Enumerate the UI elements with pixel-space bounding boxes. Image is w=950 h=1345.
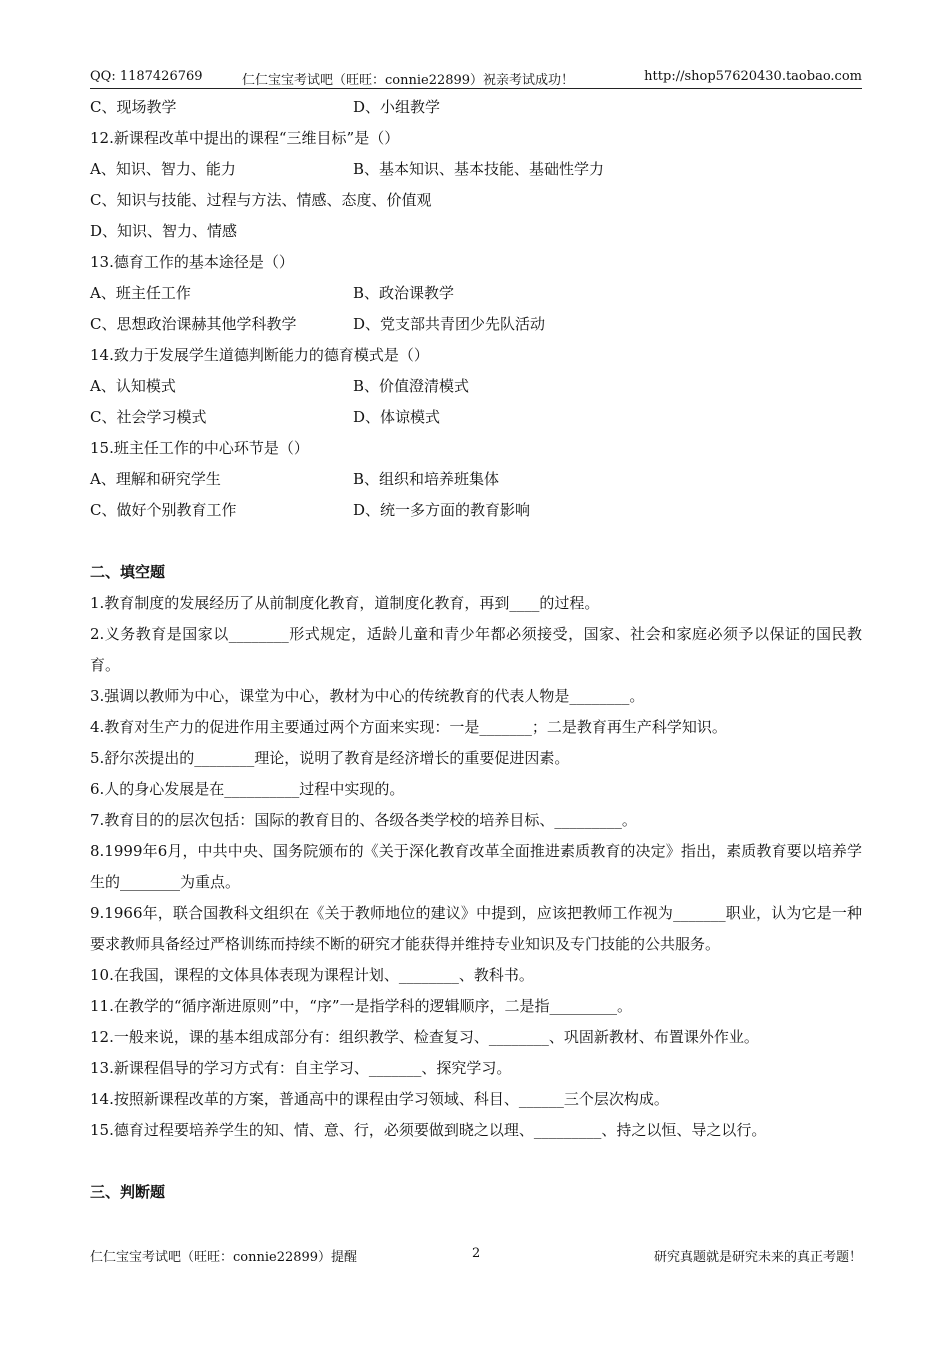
option-a: A、认知模式 bbox=[90, 377, 176, 395]
option-b: B、基本知识、基本技能、基础性学力 bbox=[353, 160, 605, 178]
fill-question-9: 9.1966年，联合国教科文组织在《关于教师地位的建议》中提到，应该把教师工作视为_______职业，认为它是一种要求教师具备经过严格训练而持续不断的研究才能获得并维持专业知识及专门技能的公共服务。 bbox=[90, 904, 862, 953]
fill-question-2: 2.义务教育是国家以________形式规定，适龄儿童和青少年都必须接受，国家、社会和家庭必须予以保证的国民教育。 bbox=[90, 625, 862, 674]
section-title-true-false: 三、判断题 bbox=[90, 1183, 166, 1201]
question-stem: 13.德育工作的基本途径是（） bbox=[90, 253, 294, 271]
option-c: C、现场教学 bbox=[90, 98, 177, 116]
q14-options-ab bbox=[90, 371, 862, 402]
option-b: B、政治课教学 bbox=[353, 284, 455, 302]
fill-question-14: 14.按照新课程改革的方案，普通高中的课程由学习领域、科目、______三个层次构成。 bbox=[90, 1090, 669, 1108]
fill-question-8: 8.1999年6月，中共中央、国务院颁布的《关于深化教育改革全面推进素质教育的决定》指出，素质教育要以培养学生的________为重点。 bbox=[90, 842, 862, 891]
fill-question-10: 10.在我国，课程的文体具体表现为课程计划、________、教科书。 bbox=[90, 966, 534, 984]
fill-question-13: 13.新课程倡导的学习方式有：自主学习、_______、探究学习。 bbox=[90, 1059, 512, 1077]
section-title-fill-blank: 二、填空题 bbox=[90, 563, 166, 581]
option-a: A、知识、智力、能力 bbox=[90, 160, 236, 178]
page-header bbox=[90, 68, 862, 89]
option-d: D、体谅模式 bbox=[353, 408, 441, 426]
q13-options-ab bbox=[90, 278, 862, 309]
fill-question-6: 6.人的身心发展是在__________过程中实现的。 bbox=[90, 780, 405, 798]
page-footer bbox=[90, 1246, 862, 1266]
option-a: A、班主任工作 bbox=[90, 284, 191, 302]
page-content bbox=[90, 92, 862, 1208]
fill-question-7: 7.教育目的的层次包括：国际的教育目的、各级各类学校的培养目标、_________。 bbox=[90, 811, 637, 829]
q15-options-ab bbox=[90, 464, 862, 495]
option-a: A、理解和研究学生 bbox=[90, 470, 221, 488]
q13-options-cd bbox=[90, 309, 862, 340]
option-c: C、做好个别教育工作 bbox=[90, 501, 237, 519]
option-c: C、社会学习模式 bbox=[90, 408, 207, 426]
option-c: C、思想政治课赫其他学科教学 bbox=[90, 315, 297, 333]
fill-question-1: 1.教育制度的发展经历了从前制度化教育，道制度化教育，再到____的过程。 bbox=[90, 594, 600, 612]
header-url: http://shop57620430.taobao.com bbox=[644, 69, 862, 84]
q12-options-ab bbox=[90, 154, 862, 185]
fill-question-4: 4.教育对生产力的促进作用主要通过两个方面来实现：一是_______；二是教育再生产科学知识。 bbox=[90, 718, 727, 736]
fill-question-15: 15.德育过程要培养学生的知、情、意、行，必须要做到晓之以理、_________、持之以恒、导之以行。 bbox=[90, 1121, 767, 1139]
q11-options-cd bbox=[90, 92, 862, 123]
option-d: D、知识、智力、情感 bbox=[90, 222, 238, 240]
q14-options-cd bbox=[90, 402, 862, 433]
option-b: B、组织和培养班集体 bbox=[353, 470, 500, 488]
footer-note: 仁仁宝宝考试吧（旺旺：connie22899）提醒 bbox=[90, 1250, 358, 1265]
q15-options-cd bbox=[90, 495, 862, 526]
question-stem: 15.班主任工作的中心环节是（） bbox=[90, 439, 309, 457]
fill-question-11: 11.在教学的“循序渐进原则”中，“序”一是指学科的逻辑顺序，二是指_________。 bbox=[90, 997, 633, 1015]
fill-question-3: 3.强调以教师为中心，课堂为中心，教材为中心的传统教育的代表人物是________。 bbox=[90, 687, 645, 705]
header-shop-name: 仁仁宝宝考试吧（旺旺：connie22899）祝亲考试成功！ bbox=[242, 73, 575, 88]
question-stem: 14.致力于发展学生道德判断能力的德育模式是（） bbox=[90, 346, 429, 364]
option-b: B、价值澄清模式 bbox=[353, 377, 470, 395]
footer-slogan: 研究真题就是研究未来的真正考题！ bbox=[653, 1250, 862, 1265]
question-stem: 12.新课程改革中提出的课程“三维目标”是（） bbox=[90, 129, 400, 147]
option-d: D、党支部共青团少先队活动 bbox=[353, 315, 546, 333]
fill-question-5: 5.舒尔茨提出的________理论，说明了教育是经济增长的重要促进因素。 bbox=[90, 749, 570, 767]
option-d: D、统一多方面的教育影响 bbox=[353, 501, 531, 519]
option-d: D、小组教学 bbox=[353, 98, 441, 116]
header-qq: QQ: 1187426769 bbox=[90, 69, 203, 84]
page-number: 2 bbox=[472, 1246, 481, 1261]
option-c: C、知识与技能、过程与方法、情感、态度、价值观 bbox=[90, 191, 432, 209]
fill-question-12: 12.一般来说，课的基本组成部分有：组织教学、检查复习、________、巩固新教材、布置课外作业。 bbox=[90, 1028, 759, 1046]
